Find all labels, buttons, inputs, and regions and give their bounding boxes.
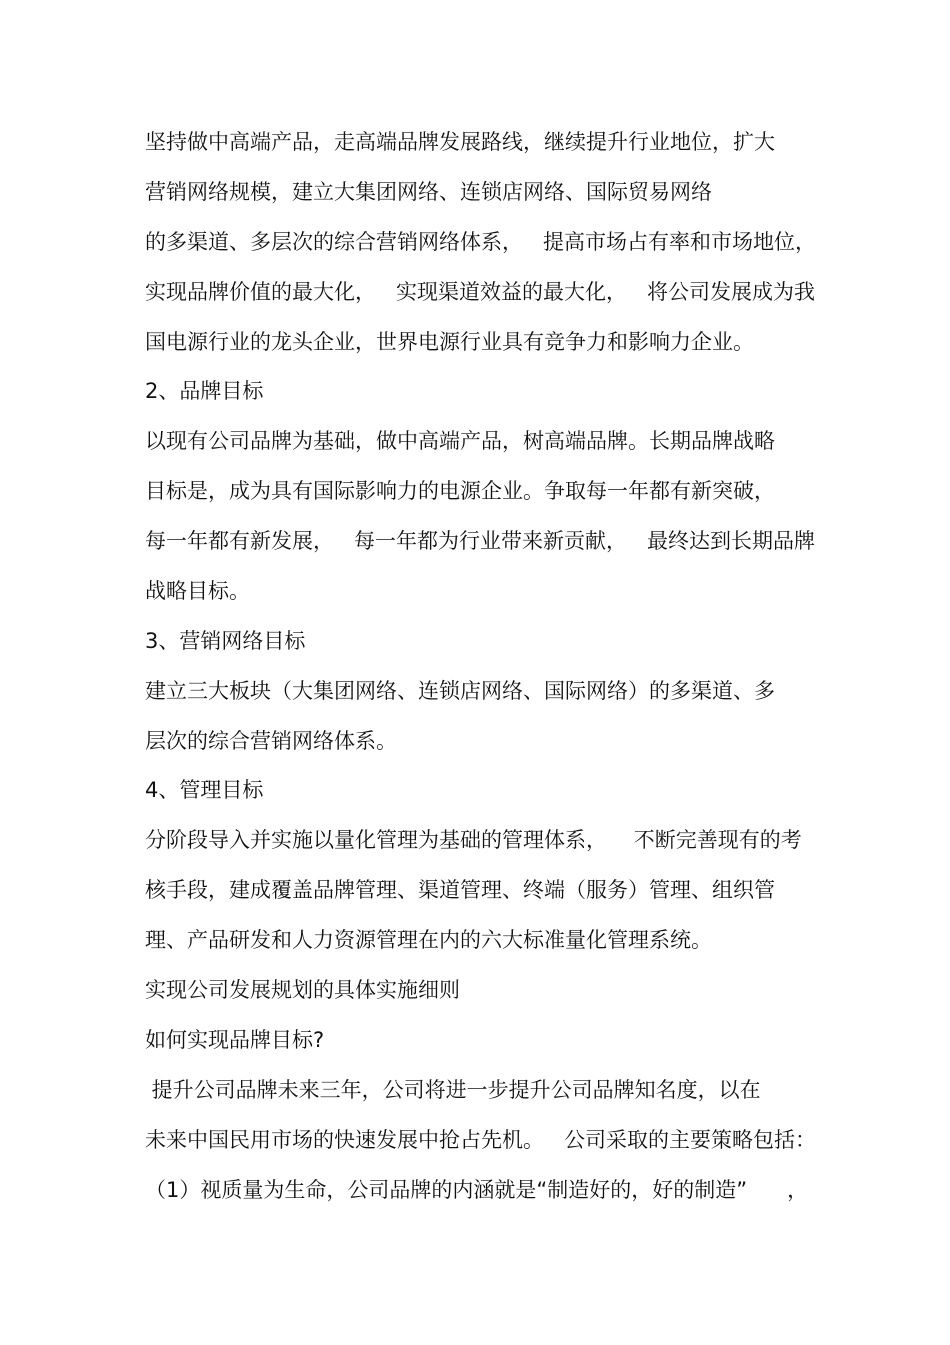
section-heading-brand-goal: 2、品牌目标 (145, 379, 264, 403)
paragraph-line: 建立三大板块（大集团网络、连锁店网络、国际网络）的多渠道、多 (145, 679, 775, 703)
paragraph-line: 层次的综合营销网络体系。 (145, 729, 397, 753)
section-heading-implementation: 实现公司发展规划的具体实施细则 (145, 978, 460, 1002)
section-heading-how-brand-goal: 如何实现品牌目标? (145, 1028, 325, 1052)
section-heading-network-goal: 3、营销网络目标 (145, 629, 306, 653)
paragraph-line: 理、产品研发和人力资源管理在内的六大标准量化管理系统。 (145, 928, 712, 952)
section-heading-management-goal: 4、管理目标 (145, 778, 264, 802)
paragraph-line: 战略目标。 (145, 579, 250, 603)
paragraph-line: 未来中国民用市场的快速发展中抢占先机。 公司采取的主要策略包括： (145, 1128, 817, 1152)
paragraph-line: 每一年都有新发展， 每一年都为行业带来新贡献， 最终达到长期品牌 (145, 529, 816, 553)
paragraph-line: 核手段，建成覆盖品牌管理、渠道管理、终端（服务）管理、组织管 (145, 878, 775, 902)
paragraph-line: 提升公司品牌未来三年，公司将进一步提升公司品牌知名度，以在 (145, 1078, 761, 1102)
paragraph-line: 国电源行业的龙头企业，世界电源行业具有竞争力和影响力企业。 (145, 330, 754, 354)
paragraph-line: 坚持做中高端产品，走高端品牌发展路线，继续提升行业地位，扩大 (145, 130, 775, 154)
paragraph-line: 以现有公司品牌为基础，做中高端产品，树高端品牌。长期品牌战略 (145, 429, 775, 453)
paragraph-line: 营销网络规模，建立大集团网络、连锁店网络、国际贸易网络 (145, 180, 712, 204)
paragraph-line: 的多渠道、多层次的综合营销网络体系， 提高市场占有率和市场地位， (145, 230, 817, 254)
paragraph-line: 分阶段导入并实施以量化管理为基础的管理体系， 不断完善现有的考 (145, 828, 802, 852)
paragraph-line: （1）视质量为生命，公司品牌的内涵就是“制造好的，好的制造” ， (145, 1178, 809, 1202)
paragraph-line: 目标是，成为具有国际影响力的电源企业。争取每一年都有新突破， (145, 479, 775, 503)
paragraph-line: 实现品牌价值的最大化， 实现渠道效益的最大化， 将公司发展成为我 (145, 280, 816, 304)
